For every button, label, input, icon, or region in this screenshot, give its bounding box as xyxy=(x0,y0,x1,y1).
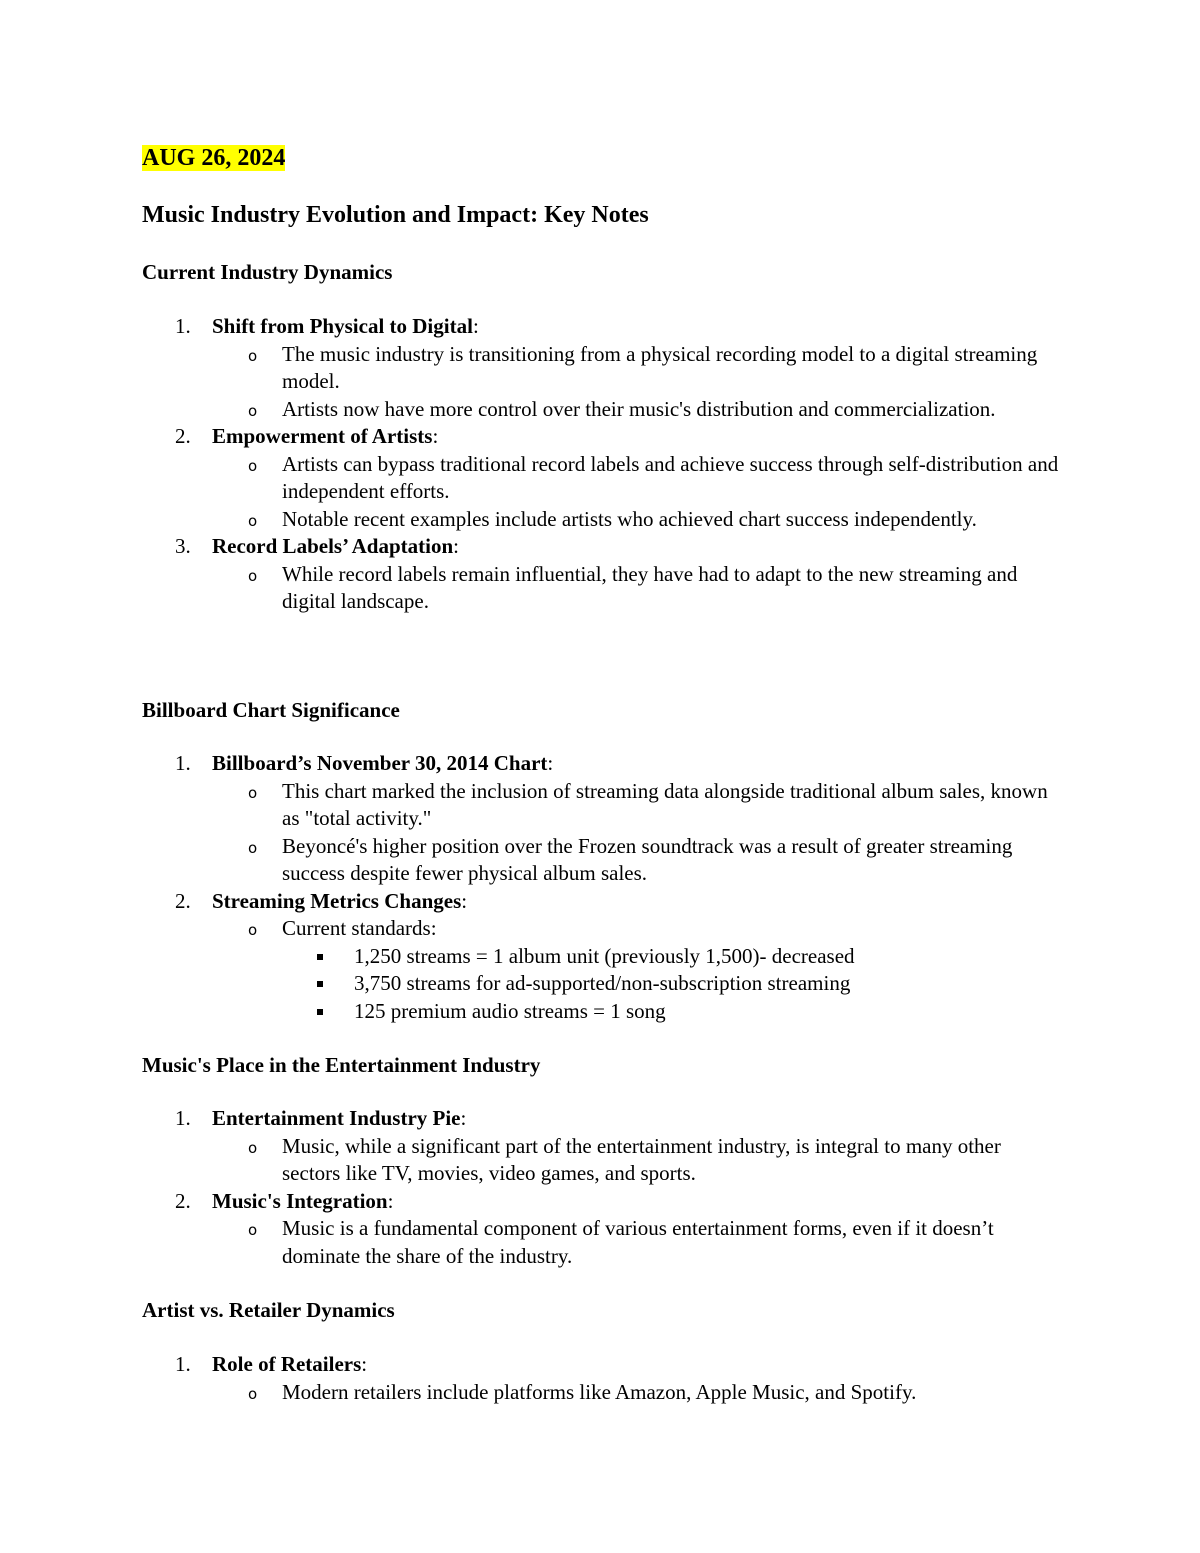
item-number: 1. xyxy=(175,1106,191,1130)
square-bullet-icon xyxy=(317,1009,323,1015)
bullet-item xyxy=(212,561,1062,616)
bullet-item xyxy=(212,833,1062,888)
item-title: Shift from Physical to Digital xyxy=(212,314,473,338)
section-list-music-place-in-entertainment xyxy=(142,1105,1062,1270)
sub-bullet-item xyxy=(282,970,1062,998)
bullet-o-icon: o xyxy=(248,1384,258,1403)
bullet-o-icon: o xyxy=(248,401,258,420)
bullet-list xyxy=(212,451,1062,534)
section-heading-billboard-chart-significance: Billboard Chart Significance xyxy=(142,698,400,722)
bullet-list xyxy=(212,561,1062,616)
bullet-list xyxy=(212,778,1062,888)
bullet-item xyxy=(212,1215,1062,1270)
item-title: Empowerment of Artists xyxy=(212,424,433,448)
section-heading-music-place-in-entertainment: Music's Place in the Entertainment Industry xyxy=(142,1053,541,1077)
bullet-o-icon: o xyxy=(248,456,258,475)
bullet-list xyxy=(212,1215,1062,1270)
colon: : xyxy=(432,424,439,448)
bullet-text: Notable recent examples include artists who achieved chart success independently. xyxy=(282,506,977,531)
item-number: 1. xyxy=(175,751,191,775)
sub-bullet-item xyxy=(282,943,1062,971)
section-heading-artist-vs-retailer: Artist vs. Retailer Dynamics xyxy=(142,1298,395,1322)
date-heading xyxy=(142,142,285,174)
list-item xyxy=(142,750,1062,888)
colon: : xyxy=(387,1188,394,1213)
bullet-list xyxy=(212,1133,1062,1188)
bullet-text: The music industry is transitioning from a physical recording model to a digital streaming model. xyxy=(282,341,1038,393)
item-number: 2. xyxy=(175,424,191,448)
bullet-text: Artists can bypass traditional record labels and achieve success through self-distribution and independent efforts. xyxy=(282,451,1059,503)
sub-bullet-text: 125 premium audio streams = 1 song xyxy=(354,998,666,1023)
bullet-item xyxy=(212,506,1062,534)
bullet-item xyxy=(212,451,1062,506)
bullet-item xyxy=(212,1133,1062,1188)
bullet-item xyxy=(212,396,1062,424)
list-item xyxy=(142,423,1062,533)
square-bullet-icon xyxy=(317,981,323,987)
list-item xyxy=(142,1351,1062,1406)
bullet-item xyxy=(212,778,1062,833)
bullet-text: Artists now have more control over their music's distribution and commercialization. xyxy=(282,396,996,421)
bullet-o-icon: o xyxy=(248,921,258,939)
sub-bullet-item xyxy=(282,998,1062,1026)
bullet-text: Beyoncé's higher position over the Frozen soundtrack was a result of greater streaming success despite fewer physical album sales. xyxy=(282,833,1013,885)
bullet-text: Music is a fundamental component of various entertainment forms, even if it doesn’t dominate the share of the industry. xyxy=(282,1216,994,1268)
sub-bullet-text: 3,750 streams for ad-supported/non-subscription streaming xyxy=(354,971,851,995)
item-number: 3. xyxy=(175,534,191,558)
bullet-o-icon: o xyxy=(248,1138,258,1157)
item-title: Music's Integration xyxy=(212,1188,388,1213)
sub-bullet-text: 1,250 streams = 1 album unit (previously 1,500)- decreased xyxy=(354,943,855,968)
bullet-item xyxy=(212,341,1062,396)
bullet-list xyxy=(212,341,1062,424)
item-title: Billboard’s November 30, 2014 Chart xyxy=(212,751,548,775)
item-title: Role of Retailers xyxy=(212,1352,362,1376)
bullet-o-icon: o xyxy=(248,838,258,857)
bullet-text: Modern retailers include platforms like Amazon, Apple Music, and Spotify. xyxy=(282,1379,917,1404)
section-list-artist-vs-retailer xyxy=(142,1351,1062,1406)
bullet-text: This chart marked the inclusion of streaming data alongside traditional album sales, known as "total activity." xyxy=(282,778,1048,830)
bullet-o-icon: o xyxy=(248,346,258,365)
bullet-item xyxy=(212,915,1062,1025)
date-highlight: AUG 26, 2024 xyxy=(142,145,286,171)
item-number: 1. xyxy=(175,314,191,338)
bullet-list xyxy=(212,915,1062,1025)
square-bullet-icon xyxy=(317,954,323,960)
colon: : xyxy=(460,1106,467,1130)
item-number: 1. xyxy=(175,1352,191,1376)
bullet-text: While record labels remain influential, they have had to adapt to the new streaming and digital landscape. xyxy=(282,561,1018,613)
item-title: Streaming Metrics Changes xyxy=(212,888,462,913)
list-item xyxy=(142,313,1062,423)
bullet-o-icon: o xyxy=(248,783,258,802)
list-item xyxy=(142,1105,1062,1188)
colon: : xyxy=(547,751,554,775)
list-item xyxy=(142,1188,1062,1271)
bullet-o-icon: o xyxy=(248,566,258,585)
item-title: Record Labels’ Adaptation xyxy=(212,534,454,558)
section-list-billboard-chart-significance xyxy=(142,750,1062,1025)
bullet-text: Current standards: xyxy=(282,916,437,940)
list-item xyxy=(142,533,1062,616)
section-heading-current-industry-dynamics: Current Industry Dynamics xyxy=(142,260,393,284)
colon: : xyxy=(472,314,479,338)
list-item xyxy=(142,888,1062,1026)
page-title: Music Industry Evolution and Impact: Key Notes xyxy=(142,202,649,228)
colon: : xyxy=(361,1352,368,1376)
bullet-o-icon: o xyxy=(248,1221,258,1239)
bullet-list xyxy=(212,1379,1062,1407)
colon: : xyxy=(453,534,459,558)
bullet-o-icon: o xyxy=(248,511,258,530)
bullet-text: Music, while a significant part of the entertainment industry, is integral to many other sectors like TV, movies, video games, and sports. xyxy=(282,1133,1001,1185)
item-number: 2. xyxy=(175,888,191,913)
item-title: Entertainment Industry Pie xyxy=(212,1106,461,1130)
colon: : xyxy=(461,888,468,913)
item-number: 2. xyxy=(175,1188,191,1213)
sub-bullet-list xyxy=(282,943,1062,1026)
bullet-item xyxy=(212,1379,1062,1407)
section-list-current-industry-dynamics xyxy=(142,313,1062,616)
